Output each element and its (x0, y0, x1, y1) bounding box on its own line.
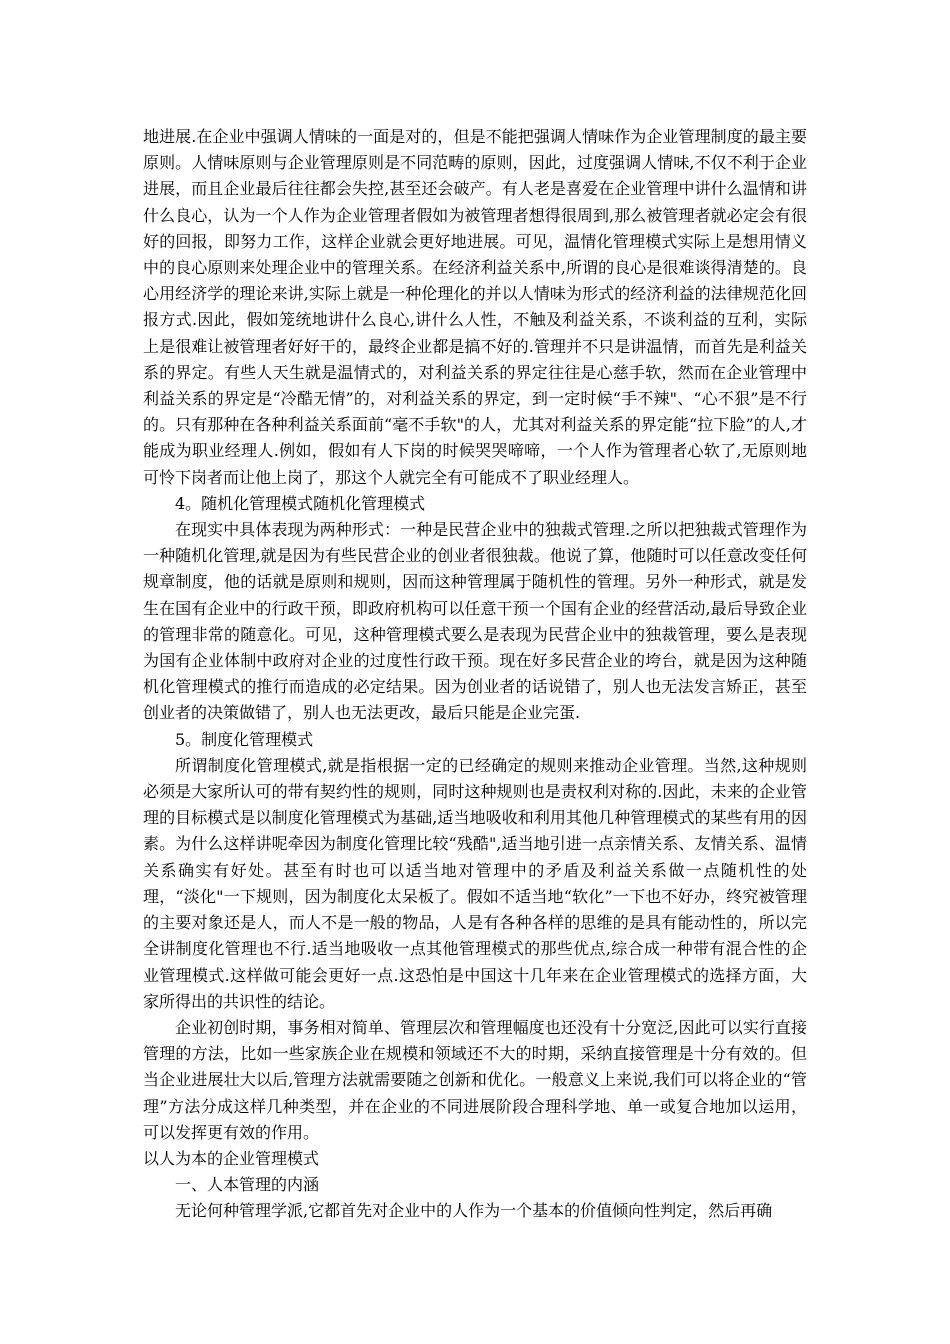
paragraph-institutional-management: 所谓制度化管理模式,就是指根据一定的已经确定的规则来推动企业管理。当然,这种规则必须是大家所认可的带有契约性的规则，同时这种规则也是责权利对称的.因此，未来的企业管理的目标模式是以制度化管理模式为基础,适当地吸收和利用其他几种管理模式的某些有用的因素。为什么这样讲呢牵因为制度化管理比较“残酷",适当地引进一点亲情关系、友情关系、温情关系确实有好处。甚至有时也可以适当地对管理中的矛盾及利益关系做一点随机性的处理，“淡化"一下规则，因为制度化太呆板了。假如不适当地“软化”一下也不好办，终究被管理的主要对象还是人，而人不是一般的物品，人是有各种各样的思维的是具有能动性的，所以完全讲制度化管理也不行.适当地吸收一点其他管理模式的那些优点,综合成一种带有混合性的企业管理模式.这样做可能会更好一点.这恐怕是中国这十几年来在企业管理模式的选择方面，大家所得出的共识性的结论。 (143, 755, 807, 1011)
subsection-heading-humanistic-connotation: 一、人本管理的内涵 (175, 1175, 320, 1195)
paragraph-humanistic-connotation: 无论何种管理学派,它都首先对企业中的人作为一个基本的价值倾向性判定，然后再确 (175, 1201, 773, 1221)
paragraph-warm-management-continued: 地进展.在企业中强调人情味的一面是对的，但是不能把强调人情味作为企业管理制度的最主要原则。人情味原则与企业管理原则是不同范畴的原则，因此，过度强调人情味,不仅不利于企业进展，而且企业最后往往都会失控,甚至还会破产。有人老是喜爱在企业管理中讲什么温情和讲什么良心，认为一个人作为企业管理者假如为被管理者想得很周到,那么被管理者就必定会有很好的回报，即努力工作，这样企业就会更好地进展。可见，温情化管理模式实际上是想用情义中的良心原则来处理企业中的管理关系。在经济利益关系中,所谓的良心是很难谈得清楚的。良心用经济学的理论来讲,实际上就是一种伦理化的并以人情味为形式的经济利益的法律规范化回报方式.因此，假如笼统地讲什么良心,讲什么人性，不触及利益关系，不谈利益的互利，实际上是很难让被管理者好好干的，最终企业都是搞不好的.管理并不只是讲温情，而首先是利益关系的界定。有些人天生就是温情式的，对利益关系的界定往往是心慈手软，然而在企业管理中利益关系的界定是“冷酷无情”的，对利益关系的界定，到一定时候“手不辣"、“心不狠”是不行的。只有那种在各种利益关系面前“毫不手软"的人，尤其对利益关系的界定能“拉下脸”的人,才能成为职业经理人.例如，假如有人下岗的时候哭哭啼啼，一个人作为管理者心软了,无原则地可怜下岗者而让他上岗了，那这个人就完全有可能成不了职业经理人。 (143, 127, 807, 487)
paragraph-startup-period: 企业初创时期，事务相对简单、管理层次和管理幅度也还没有十分宽泛,因此可以实行直接管理的方法，比如一些家族企业在规模和领域还不大的时期，采纳直接管理是十分有效的。但当企业进展壮大以后,管理方法就需要随之创新和优化。一般意义上来说,我们可以将企业的“管理”方法分成这样几种类型，并在企业的不同进展阶段合理科学地、单一或复合地加以运用，可以发挥更有效的作用。 (143, 1017, 807, 1142)
section-heading-institutional-management: 5。制度化管理模式 (175, 729, 314, 749)
section-heading-people-oriented: 以人为本的企业管理模式 (143, 1148, 320, 1168)
document-page (143, 124, 807, 1225)
section-heading-random-management: 4。随机化管理模式随机化管理模式 (175, 493, 426, 513)
paragraph-random-management: 在现实中具体表现为两种形式：一种是民营企业中的独裁式管理.之所以把独裁式管理作为一种随机化管理,就是因为有些民营企业的创业者很独裁。他说了算，他随时可以任意改变任何规章制度，他的话就是原则和规则，因而这种管理属于随机性的管理。另外一种形式，就是发生在国有企业中的行政干预，即政府机构可以任意干预一个国有企业的经营活动,最后导致企业的管理非常的随意化。可见，这种管理模式要么是表现为民营企业中的独裁管理，要么是表现为国有企业体制中政府对企业的过度性行政干预。现在好多民营企业的垮台，就是因为这种随机化管理模式的推行而造成的必定结果。因为创业者的话说错了，别人也无法发言矫正，甚至创业者的决策做错了，别人也无法更改，最后只能是企业完蛋. (143, 520, 807, 723)
